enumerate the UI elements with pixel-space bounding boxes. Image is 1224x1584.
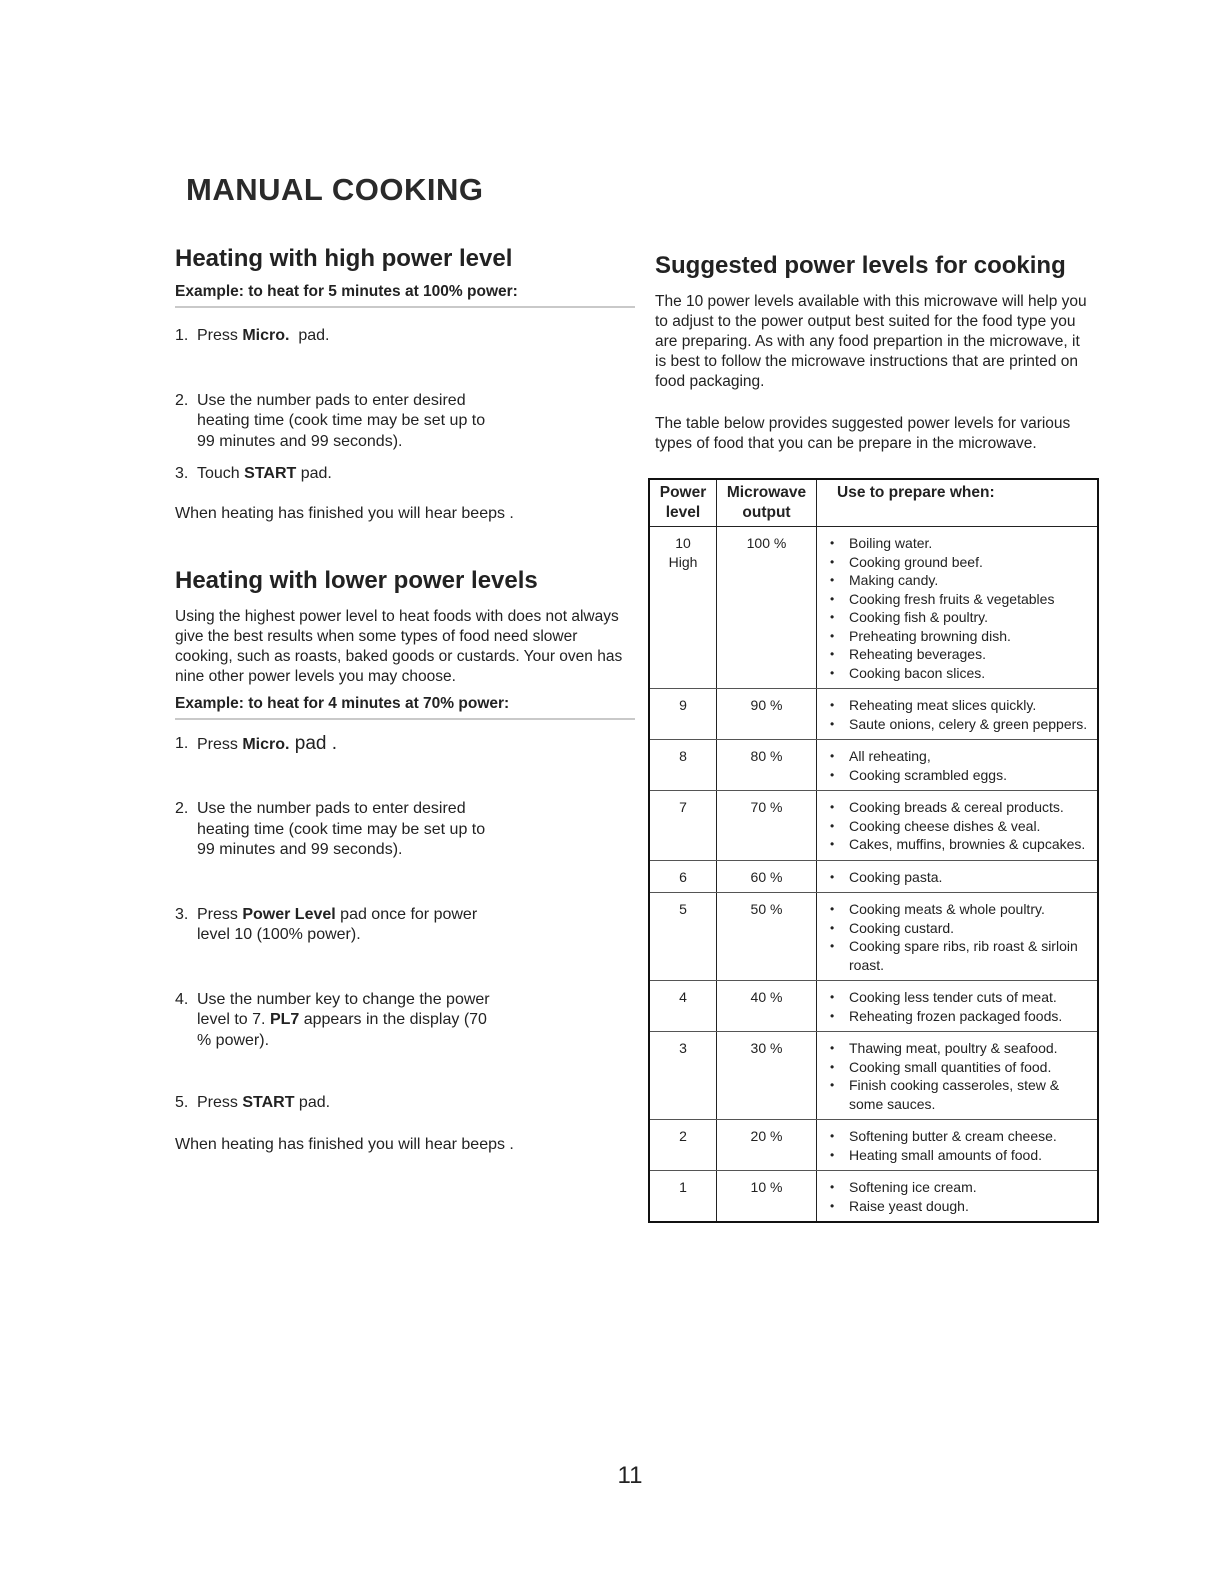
table-row	[649, 740, 1098, 791]
page-number: 11	[617, 1462, 643, 1489]
step-number: 1.	[175, 327, 189, 344]
table-row	[649, 527, 1098, 689]
use-list	[819, 1178, 1095, 1215]
step-number: 3.	[175, 465, 189, 482]
use-list	[819, 1127, 1095, 1164]
step-number: 1.	[175, 734, 189, 752]
header-power-level	[649, 479, 717, 527]
step-bold: START	[244, 465, 297, 482]
power-level-label: High	[668, 553, 698, 570]
use-list	[819, 1039, 1095, 1113]
low-step-5	[175, 1093, 497, 1114]
use-cell	[817, 860, 1099, 893]
step-text: Touch	[197, 465, 245, 482]
power-level-cell	[649, 893, 717, 981]
step-number: 2.	[175, 391, 189, 409]
microwave-output-cell: 70 %	[717, 791, 817, 861]
use-item: • Cooking scrambled eggs.	[827, 766, 1095, 785]
use-cell	[817, 527, 1099, 689]
use-list	[819, 747, 1095, 784]
table-row	[649, 981, 1098, 1032]
table-row	[649, 1171, 1098, 1223]
power-level-cell	[649, 860, 717, 893]
microwave-output-cell: 40 %	[717, 981, 817, 1032]
use-item: • Making candy.	[827, 571, 1095, 590]
use-item: • Cooking fish & poultry.	[827, 608, 1095, 627]
step-number: 3.	[175, 905, 189, 923]
step-text: pad.	[294, 1094, 331, 1111]
power-level-cell	[649, 791, 717, 861]
high-step-3	[175, 464, 497, 485]
header-microwave-output	[717, 479, 817, 527]
use-item: • Saute onions, celery & green peppers.	[827, 715, 1095, 734]
use-cell	[817, 981, 1099, 1032]
step-text: Use the number key to change the power level to 7.	[197, 990, 490, 1028]
suggested-heading: Suggested power levels for cooking	[655, 252, 1066, 279]
right-column	[655, 252, 1110, 454]
power-level-value: 4	[679, 989, 687, 1005]
use-item: • Cooking small quantities of food.	[827, 1058, 1095, 1077]
use-item: • Cooking pasta.	[827, 868, 1095, 887]
header-text: Power	[659, 484, 707, 501]
header-text: output	[742, 504, 791, 521]
page-title: MANUAL COOKING	[186, 172, 484, 207]
use-cell	[817, 791, 1099, 861]
table-row	[649, 1032, 1098, 1120]
power-level-value: 2	[679, 1128, 687, 1144]
use-item: • All reheating,	[827, 747, 1095, 766]
power-level-value: 1	[679, 1179, 687, 1195]
use-cell	[817, 689, 1099, 740]
use-item: • Cooking fresh fruits & vegetables	[827, 590, 1095, 609]
step-bold: Micro.	[242, 735, 290, 753]
suggested-para-2: The table below provides suggested power levels for various types of food that you can be prepare in the microwave.	[655, 415, 1071, 452]
high-power-example: Example: to heat for 5 minutes at 100% power:	[175, 283, 635, 308]
use-cell	[817, 1120, 1099, 1171]
microwave-output-cell: 100 %	[717, 527, 817, 689]
use-item: • Cooking bacon slices.	[827, 664, 1095, 683]
use-list	[819, 988, 1095, 1025]
microwave-output-cell: 50 %	[717, 893, 817, 981]
table-row	[649, 1120, 1098, 1171]
power-level-value: 6	[679, 868, 687, 885]
step-bold: START	[242, 1094, 295, 1111]
use-item: • Cooking breads & cereal products.	[827, 798, 1095, 817]
table-row	[649, 791, 1098, 861]
high-step-2	[175, 391, 497, 453]
low-step-1	[175, 734, 497, 756]
use-item: • Cooking spare ribs, rib roast & sirloin roast.	[827, 937, 1095, 974]
low-power-heading: Heating with lower power levels	[175, 566, 538, 594]
microwave-output-cell: 10 %	[717, 1171, 817, 1223]
power-level-cell	[649, 1171, 717, 1223]
use-item: • Reheating beverages.	[827, 645, 1095, 664]
step-number: 5.	[175, 1094, 189, 1111]
step-bold: Micro.	[242, 327, 290, 344]
use-list	[819, 534, 1095, 682]
microwave-output-cell: 20 %	[717, 1120, 817, 1171]
use-cell	[817, 1032, 1099, 1120]
use-cell	[817, 893, 1099, 981]
use-item: • Softening ice cream.	[827, 1178, 1095, 1197]
low-power-steps	[175, 734, 635, 1114]
step-text: Press	[197, 1094, 243, 1111]
low-power-intro: Using the highest power level to heat foods with does not always give the best results when some types of food need slower cooking, such as roasts, baked goods or custards. Your oven has nine other power levels you may choose.	[175, 607, 623, 685]
table-body	[649, 527, 1098, 1223]
step-bold: Power Level	[242, 905, 336, 923]
step-text: Press	[197, 905, 243, 923]
power-level-value: 10	[675, 535, 691, 551]
step-text: Press	[197, 327, 243, 344]
low-done-text: When heating has finished you will hear beeps .	[175, 1135, 514, 1153]
power-level-cell	[649, 527, 717, 689]
step-text: pad.	[296, 465, 332, 482]
left-column	[175, 245, 635, 1154]
use-list	[819, 798, 1095, 854]
step-number: 2.	[175, 800, 189, 817]
use-item: • Preheating browning dish.	[827, 627, 1095, 646]
low-step-2	[175, 799, 497, 861]
step-text: pad.	[289, 327, 330, 344]
suggested-para-1: The 10 power levels available with this microwave will help you to adjust to the power output best suited for the food type you are preparing. As with any food prepartion in the microwave, it is best to follow the microwave instructions that are printed on food packaging.	[655, 293, 1087, 390]
use-item: • Heating small amounts of food.	[827, 1146, 1095, 1165]
microwave-output-cell: 80 %	[717, 740, 817, 791]
use-item: • Cooking meats & whole poultry.	[827, 900, 1095, 919]
use-item: • Reheating frozen packaged foods.	[827, 1007, 1095, 1026]
low-power-example: Example: to heat for 4 minutes at 70% power:	[175, 695, 635, 720]
step-number: 4.	[175, 990, 189, 1008]
power-level-table	[648, 478, 1099, 1223]
power-level-value: 8	[679, 748, 687, 764]
use-item: • Raise yeast dough.	[827, 1197, 1095, 1216]
use-list	[819, 868, 1095, 887]
table-row	[649, 689, 1098, 740]
step-text: appears in the display (70 % power).	[197, 1011, 487, 1049]
step-text: pad once for power level 10 (100% power).	[197, 905, 478, 943]
power-level-value: 5	[679, 901, 687, 917]
table-row	[649, 893, 1098, 981]
low-step-3	[175, 905, 497, 946]
use-list	[819, 900, 1095, 974]
step-text: pad .	[289, 732, 338, 754]
microwave-output-cell: 90 %	[717, 689, 817, 740]
step-bold: PL7	[269, 1011, 300, 1028]
step-text: Press	[197, 735, 243, 753]
step-text: Use the number pads to enter desired heating time (cook time may be set up to 99 minutes and 99 seconds).	[197, 391, 486, 450]
use-item: • Boiling water.	[827, 534, 1095, 553]
power-level-cell	[649, 1120, 717, 1171]
header-use	[817, 479, 1099, 527]
use-item: • Cooking ground beef.	[827, 553, 1095, 572]
power-level-value: 3	[679, 1040, 687, 1056]
high-power-heading: Heating with high power level	[175, 245, 513, 272]
use-item: • Cooking less tender cuts of meat.	[827, 988, 1095, 1007]
step-text: Use the number pads to enter desired heating time (cook time may be set up to 99 minutes and 99 seconds).	[197, 800, 486, 858]
microwave-output-cell: 30 %	[717, 1032, 817, 1120]
microwave-output-cell: 60 %	[717, 860, 817, 893]
use-item: • Thawing meat, poultry & seafood.	[827, 1039, 1095, 1058]
header-text: Use to prepare when:	[837, 484, 995, 501]
high-power-steps	[175, 326, 635, 485]
power-level-cell	[649, 689, 717, 740]
high-done-text: When heating has finished you will hear beeps .	[175, 504, 514, 522]
low-step-4	[175, 990, 497, 1052]
power-level-cell	[649, 981, 717, 1032]
header-text: level	[665, 504, 701, 521]
power-level-value: 7	[679, 799, 687, 815]
power-level-cell	[649, 1032, 717, 1120]
use-item: • Cooking cheese dishes & veal.	[827, 817, 1095, 836]
use-item: • Cooking custard.	[827, 919, 1095, 938]
header-text: Microwave	[726, 484, 807, 501]
use-item: • Softening butter & cream cheese.	[827, 1127, 1095, 1146]
high-step-1	[175, 326, 497, 347]
use-item: • Finish cooking casseroles, stew & some sauces.	[827, 1076, 1095, 1113]
use-list	[819, 696, 1095, 733]
use-cell	[817, 740, 1099, 791]
use-cell	[817, 1171, 1099, 1223]
use-item: • Reheating meat slices quickly.	[827, 696, 1095, 715]
power-level-cell	[649, 740, 717, 791]
table-header-row	[649, 479, 1098, 527]
table-row	[649, 860, 1098, 893]
power-level-value: 9	[679, 697, 687, 713]
use-item: • Cakes, muffins, brownies & cupcakes.	[827, 835, 1095, 854]
